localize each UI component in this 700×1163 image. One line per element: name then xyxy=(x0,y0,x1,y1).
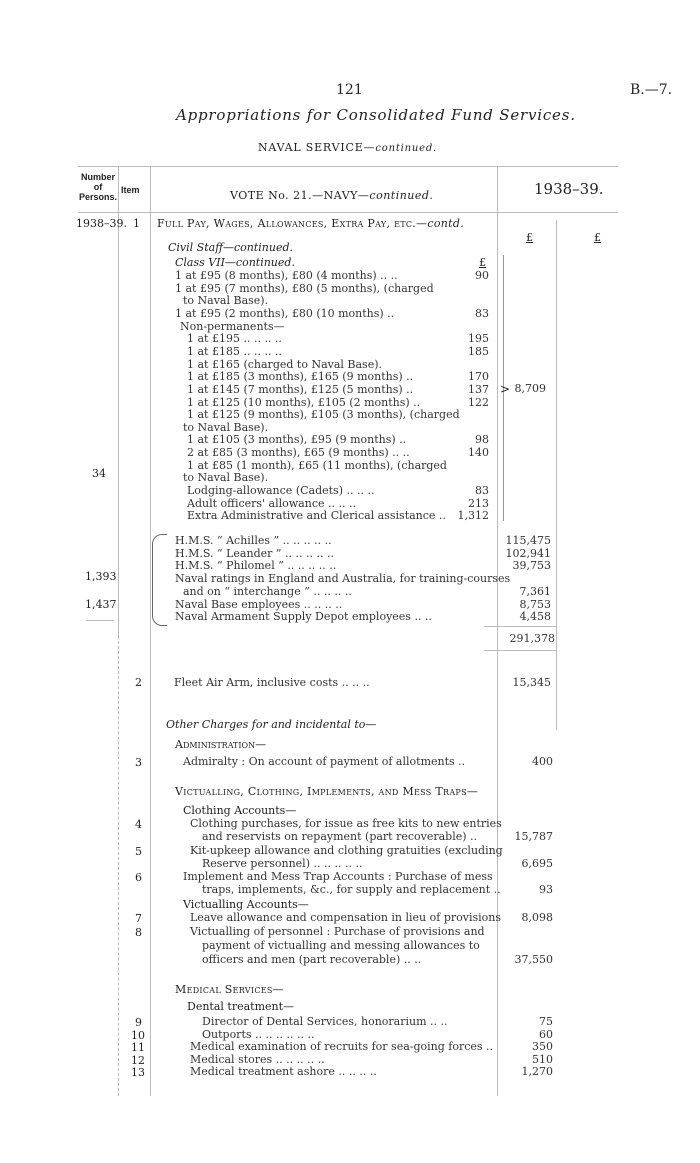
clothing-item-label-2: and reservists on repayment (part recoverable) .. xyxy=(202,830,478,843)
ships-brace xyxy=(152,534,167,626)
medical-item-amount: 75 xyxy=(539,1015,553,1028)
clothing-item-label-1: Kit-upkeep allowance and clothing gratuities (excluding xyxy=(190,843,503,857)
table-top-rule xyxy=(78,166,618,167)
civil-row-amount: 137 xyxy=(468,382,489,396)
medical-item-label: Medical examination of recruits for sea-going forces .. xyxy=(190,1040,494,1053)
medical-item-amount: 1,270 xyxy=(521,1065,553,1078)
section-heading-continued: contd. xyxy=(427,217,464,230)
item-number-3: 3 xyxy=(135,756,142,769)
civil-row-label: 1 at £105 (3 months), £95 (9 months) .. xyxy=(187,433,407,447)
medical-item-label: Director of Dental Services, honorarium .. .. xyxy=(202,1015,448,1028)
medical-item-number: 11 xyxy=(131,1041,145,1054)
admiralty-amount: 400 xyxy=(532,755,553,768)
vote-header xyxy=(230,189,433,202)
civil-row-amount: 213 xyxy=(468,496,489,510)
item-number-8: 8 xyxy=(135,926,142,939)
medical-item-label: Medical treatment ashore .. .. .. .. xyxy=(190,1065,377,1078)
clothing-accounts-heading: Clothing Accounts— xyxy=(183,804,297,817)
medical-heading: Medical Services— xyxy=(175,983,284,996)
persons-count-base: 1,437 xyxy=(85,598,117,611)
ship-row-amount: 8,753 xyxy=(519,597,551,611)
victualling-heading: Victualling, Clothing, Implements, and Mess Traps— xyxy=(175,785,479,798)
document-ref: B.—7. xyxy=(630,82,673,98)
medical-item-number: 12 xyxy=(131,1053,145,1067)
fleet-air-arm-label: Fleet Air Arm, inclusive costs .. .. .. xyxy=(174,676,370,689)
section-subtitle xyxy=(258,141,437,154)
ship-row-label: Naval Armament Supply Depot employees .. .. xyxy=(175,610,432,624)
brace-arrow: > xyxy=(500,382,511,396)
civil-row-label: 1 at £125 (10 months), £105 (2 months) .. xyxy=(187,395,421,409)
civil-row-amount: 195 xyxy=(468,332,489,346)
civil-row-amount: 83 xyxy=(475,306,489,320)
civil-row-amount: 185 xyxy=(468,344,489,358)
civil-row-label: to Naval Base). xyxy=(183,471,269,485)
clothing-item-label-1: Implement and Mess Trap Accounts : Purchase of mess xyxy=(183,870,493,883)
vote-header-main: VOTE No. 21.—NAVY— xyxy=(230,189,370,202)
subtitle-main: NAVAL SERVICE— xyxy=(258,141,376,154)
civil-row-label: Extra Administrative and Clerical assistance .. xyxy=(187,509,446,523)
ship-row-label: and on “ interchange ” .. .. .. .. xyxy=(183,584,352,598)
item-number-2: 2 xyxy=(135,676,142,689)
other-charges-heading: Other Charges for and incidental to— xyxy=(166,718,377,731)
fleet-air-arm-amount: 15,345 xyxy=(512,676,551,689)
civil-row-label: 1 at £125 (9 months), £105 (3 months), (charged xyxy=(187,408,460,422)
medical-item-number: 9 xyxy=(135,1016,142,1029)
civil-row-label: 1 at £95 (8 months), £80 (4 months) .. .. xyxy=(175,269,398,282)
ship-row-amount: 4,458 xyxy=(519,610,551,624)
victualling-personnel-label-3: officers and men (part recoverable) .. .. xyxy=(202,953,422,966)
ship-row-amount: 115,475 xyxy=(505,534,551,547)
ship-row-amount: 102,941 xyxy=(505,546,551,560)
civil-row-label: 1 at £165 (charged to Naval Base). xyxy=(187,357,382,371)
civil-row-label: Non-permanents— xyxy=(180,319,285,333)
civil-row-label: Lodging-allowance (Cadets) .. .. .. xyxy=(187,484,375,498)
civil-row-label: 1 at £85 (1 month), £65 (11 months), (charged xyxy=(187,458,447,472)
year-column-header: 1938–39. xyxy=(534,180,604,198)
persons-column-divider-lower xyxy=(118,636,119,1096)
civil-row-label: 1 at £185 (3 months), £165 (9 months) .. xyxy=(187,370,414,384)
medical-item-label: Outports .. .. .. .. .. .. xyxy=(202,1027,315,1041)
ship-row-label: H.M.S. “ Leander ” .. .. .. .. .. xyxy=(175,546,334,560)
civil-row-amount: 90 xyxy=(475,269,489,282)
ship-row-label: H.M.S. “ Philomel ” .. .. .. .. .. xyxy=(175,559,337,573)
civil-row-label: 1 at £95 (2 months), £80 (10 months) .. xyxy=(175,306,395,320)
persons-rule xyxy=(86,620,114,621)
clothing-item-label-2: traps, implements, &c., for supply and replacement .. xyxy=(202,883,501,896)
persons-column-header: Number of Persons. xyxy=(78,172,118,202)
clothing-item-amount: 15,787 xyxy=(514,830,553,843)
leave-allowance-amount: 8,098 xyxy=(521,911,553,924)
civil-row-label: to Naval Base). xyxy=(183,420,269,434)
subtotal-bottom-rule xyxy=(484,650,556,651)
medical-item-amount: 350 xyxy=(532,1040,553,1053)
clothing-item-number: 4 xyxy=(135,818,142,831)
clothing-item-label-1: Clothing purchases, for issue as free kits to new entries xyxy=(190,817,502,830)
administration-heading: Administration— xyxy=(175,738,267,751)
civil-row-label: 1 at £95 (7 months), £80 (5 months), (charged xyxy=(175,281,434,295)
section-heading xyxy=(157,217,464,230)
class-vii-heading: Class VII—continued. xyxy=(175,256,295,269)
ship-row-label: H.M.S. “ Achilles ” .. .. .. .. .. xyxy=(175,534,332,547)
victualling-personnel-amount: 37,550 xyxy=(514,953,553,966)
vote-header-continued: continued. xyxy=(369,189,434,202)
clothing-item-amount: 93 xyxy=(539,883,553,896)
medical-item-number: 13 xyxy=(131,1066,145,1079)
civil-row-label: 1 at £145 (7 months), £125 (5 months) .. xyxy=(187,382,414,396)
civil-staff-total: 8,709 xyxy=(514,382,546,395)
clothing-item-amount: 6,695 xyxy=(521,856,553,870)
civil-row-amount: 170 xyxy=(468,370,489,384)
persons-year: 1938–39. xyxy=(76,217,127,230)
item-column-header: Item xyxy=(121,185,140,195)
persons-column-divider xyxy=(118,166,119,636)
civil-row-label: Adult officers' allowance .. .. .. xyxy=(187,496,356,510)
civil-row-amount: 140 xyxy=(468,446,489,460)
page-title: Appropriations for Consolidated Fund Services. xyxy=(176,106,576,124)
subtitle-continued: continued. xyxy=(375,143,438,154)
item-column-divider xyxy=(150,166,151,1096)
section-heading-main: Full Pay, Wages, Allowances, Extra Pay, etc.— xyxy=(157,217,428,230)
pound-sign-col1: £ xyxy=(526,231,533,244)
page-number: 121 xyxy=(336,82,363,98)
persons-count-civil: 34 xyxy=(92,467,106,480)
civil-pound-sign: £ xyxy=(479,256,486,269)
medical-item-amount: 510 xyxy=(532,1052,553,1066)
civil-row-amount: 122 xyxy=(468,395,489,409)
item-number: 1 xyxy=(133,217,140,230)
civil-row-label: 1 at £195 .. .. .. .. xyxy=(187,332,282,346)
civil-row-amount: 98 xyxy=(475,433,489,447)
clothing-item-label-2: Reserve personnel) .. .. .. .. .. xyxy=(202,856,363,870)
ship-row-label: Naval ratings in England and Australia, for training-courses xyxy=(175,572,511,586)
persons-count-ratings: 1,393 xyxy=(85,570,117,583)
civil-staff-heading: Civil Staff—continued. xyxy=(168,241,294,254)
civil-row-amount: 83 xyxy=(475,484,489,498)
victualling-accounts-heading: Victualling Accounts— xyxy=(183,898,309,911)
subtotal-top-rule xyxy=(484,626,556,627)
header-bottom-rule xyxy=(78,212,618,213)
ship-row-amount: 7,361 xyxy=(519,584,551,598)
item-number-7: 7 xyxy=(135,912,142,925)
leave-allowance-label: Leave allowance and compensation in lieu of provisions xyxy=(190,911,501,924)
pound-sign-col2: £ xyxy=(594,231,601,244)
clothing-item-number: 5 xyxy=(135,844,142,858)
admiralty-label: Admiralty : On account of payment of allotments .. xyxy=(183,755,466,768)
clothing-item-number: 6 xyxy=(135,871,142,884)
civil-row-label: 1 at £185 .. .. .. .. xyxy=(187,344,282,358)
victualling-personnel-label-1: Victualling of personnel : Purchase of provisions and xyxy=(190,925,485,938)
medical-item-amount: 60 xyxy=(539,1027,553,1041)
ship-row-label: Naval Base employees .. .. .. .. xyxy=(175,597,343,611)
medical-item-label: Medical stores .. .. .. .. .. xyxy=(190,1052,325,1066)
medical-item-number: 10 xyxy=(131,1028,145,1042)
ship-row-amount: 39,753 xyxy=(512,559,551,573)
amount2-column-divider xyxy=(556,220,557,730)
victualling-personnel-label-2: payment of victualling and messing allowances to xyxy=(202,939,480,952)
civil-row-amount: 1,312 xyxy=(457,509,489,523)
dental-heading: Dental treatment— xyxy=(187,1000,295,1013)
civil-row-label: 2 at £85 (3 months), £65 (9 months) .. .. xyxy=(187,446,410,460)
civil-row-label: to Naval Base). xyxy=(183,294,269,308)
subtotal-amount: 291,378 xyxy=(509,632,555,645)
